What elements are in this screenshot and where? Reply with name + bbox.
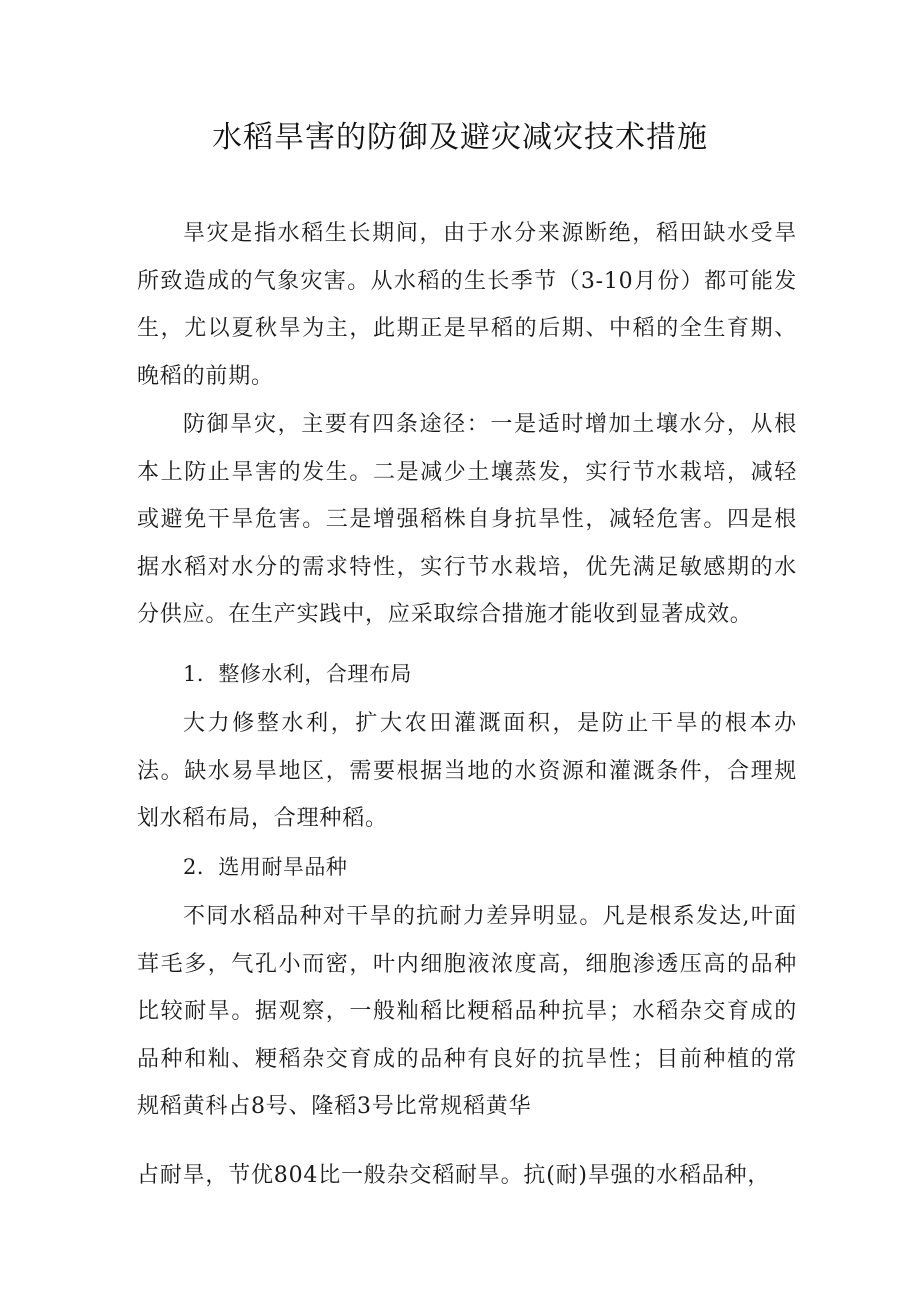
paragraph-varieties-continued: 占耐旱，节优804比一般杂交稻耐旱。抗(耐)旱强的水稻品种，: [137, 1163, 771, 1188]
document-title: 水稻旱害的防御及避灾减灾技术措施: [212, 120, 708, 155]
section-heading-irrigation: 1．整修水利，合理布局: [183, 662, 412, 686]
paragraph-varieties: 不同水稻品种对干旱的抗耐力差异明显。凡是根系发达,叶面茸毛多，气孔小而密，叶内细胞液浓度高，细胞渗透压高的品种比较耐旱。据观察，一般籼稻比粳稻品种抗旱；水稻杂交育成的品种和籼、粳稻杂交育成的品种有良好的抗旱性；目前种植的常规稻黄科占8号、隆稻3号比常规稻黄华: [137, 904, 797, 1119]
paragraph-drought-definition: 旱灾是指水稻生长期间，由于水分来源断绝，稻田缺水受旱所致造成的气象灾害。从水稻的生长季节（3-10月份）都可能发生，尤以夏秋旱为主，此期正是早稻的后期、中稻的全生育期、晚稻的前期。: [137, 221, 797, 389]
paragraph-irrigation: 大力修整水利，扩大农田灌溉面积，是防止干旱的根本办法。缺水易旱地区，需要根据当地的水资源和灌溉条件，合理规划水稻布局，合理种稻。: [137, 711, 797, 831]
section-heading-varieties: 2．选用耐旱品种: [183, 855, 348, 879]
paragraph-drought-prevention: 防御旱灾，主要有四条途径：一是适时增加土壤水分，从根本上防止旱害的发生。二是减少土壤蒸发，实行节水栽培，减轻或避免干旱危害。三是增强稻株自身抗旱性，减轻危害。四是根据水稻对水分的需求特性，实行节水栽培，优先满足敏感期的水分供应。在生产实践中，应采取综合措施才能收到显著成效。: [137, 412, 797, 627]
